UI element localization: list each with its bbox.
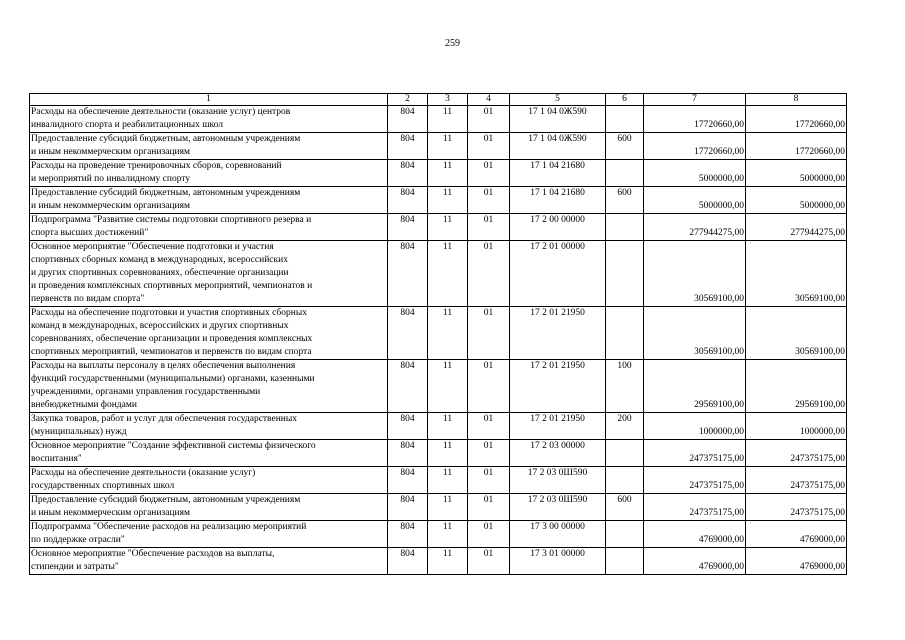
amount-cell: 30569100,00 xyxy=(746,241,847,307)
target-article-cell: 17 2 01 21950 xyxy=(510,360,606,413)
section-cell: 11 xyxy=(428,133,468,160)
amount-cell: 247375175,00 xyxy=(746,494,847,521)
ministry-code-cell: 804 xyxy=(388,106,428,133)
expense-type-cell xyxy=(606,548,644,575)
amount-cell: 4769000,00 xyxy=(746,548,847,575)
section-cell: 11 xyxy=(428,360,468,413)
subsection-cell: 01 xyxy=(468,106,510,133)
amount-cell: 1000000,00 xyxy=(644,413,746,440)
amount-cell: 17720660,00 xyxy=(644,133,746,160)
header-cell: 2 xyxy=(388,94,428,106)
item-name-cell: Расходы на проведение тренировочных сборов, соревнований и мероприятий по инвалидному спорту xyxy=(30,160,388,187)
amount-cell: 247375175,00 xyxy=(746,467,847,494)
ministry-code-cell: 804 xyxy=(388,521,428,548)
amount-cell: 1000000,00 xyxy=(746,413,847,440)
subsection-cell: 01 xyxy=(468,360,510,413)
target-article-cell: 17 1 04 21680 xyxy=(510,160,606,187)
ministry-code-cell: 804 xyxy=(388,413,428,440)
amount-cell: 29569100,00 xyxy=(746,360,847,413)
subsection-cell: 01 xyxy=(468,133,510,160)
target-article-cell: 17 2 03 0Ш590 xyxy=(510,467,606,494)
amount-cell: 30569100,00 xyxy=(746,307,847,360)
table-row xyxy=(30,133,847,160)
amount-cell: 30569100,00 xyxy=(644,307,746,360)
section-cell: 11 xyxy=(428,160,468,187)
expense-type-cell xyxy=(606,214,644,241)
amount-cell: 4769000,00 xyxy=(746,521,847,548)
amount-cell: 17720660,00 xyxy=(644,106,746,133)
item-name-cell: Подпрограмма "Развитие системы подготовки спортивного резерва и спорта высших достижений" xyxy=(30,214,388,241)
expense-type-cell: 600 xyxy=(606,187,644,214)
subsection-cell: 01 xyxy=(468,440,510,467)
amount-cell: 247375175,00 xyxy=(644,494,746,521)
table-row xyxy=(30,187,847,214)
amount-cell: 4769000,00 xyxy=(644,521,746,548)
table-row xyxy=(30,241,847,307)
item-name-cell: Закупка товаров, работ и услуг для обеспечения государственных (муниципальных) нужд xyxy=(30,413,388,440)
section-cell: 11 xyxy=(428,548,468,575)
expense-type-cell: 600 xyxy=(606,494,644,521)
item-name-cell: Основное мероприятие "Обеспечение подготовки и участия спортивных сборных команд в международных, всероссийских и других спортивных соревнованиях, обеспечение организации и проведения комплексных спортивных мероприятий, чемпионатов и первенств по видам спорта" xyxy=(30,241,388,307)
amount-cell: 5000000,00 xyxy=(746,160,847,187)
ministry-code-cell: 804 xyxy=(388,548,428,575)
item-name-cell: Основное мероприятие "Обеспечение расходов на выплаты, стипендии и затраты" xyxy=(30,548,388,575)
item-name-cell: Расходы на выплаты персоналу в целях обеспечения выполнения функций государственными (муниципальными) органами, казенными учреждениями, органами управления государственными внебюджетными фондами xyxy=(30,360,388,413)
header-cell: 1 xyxy=(30,94,388,106)
header-cell: 5 xyxy=(510,94,606,106)
amount-cell: 17720660,00 xyxy=(746,133,847,160)
table-row xyxy=(30,160,847,187)
section-cell: 11 xyxy=(428,440,468,467)
section-cell: 11 xyxy=(428,521,468,548)
ministry-code-cell: 804 xyxy=(388,467,428,494)
item-name-cell: Расходы на обеспечение деятельности (оказание услуг) государственных спортивных школ xyxy=(30,467,388,494)
amount-cell: 5000000,00 xyxy=(644,187,746,214)
table-row xyxy=(30,467,847,494)
item-name-cell: Основное мероприятие "Создание эффективной системы физического воспитания" xyxy=(30,440,388,467)
amount-cell: 247375175,00 xyxy=(644,467,746,494)
header-cell: 7 xyxy=(644,94,746,106)
expense-type-cell xyxy=(606,106,644,133)
section-cell: 11 xyxy=(428,413,468,440)
expense-type-cell xyxy=(606,440,644,467)
subsection-cell: 01 xyxy=(468,307,510,360)
amount-cell: 247375175,00 xyxy=(644,440,746,467)
target-article-cell: 17 1 04 0Ж590 xyxy=(510,133,606,160)
ministry-code-cell: 804 xyxy=(388,360,428,413)
ministry-code-cell: 804 xyxy=(388,187,428,214)
item-name-cell: Предоставление субсидий бюджетным, автономным учреждениям и иным некоммерческим организациям xyxy=(30,187,388,214)
target-article-cell: 17 1 04 21680 xyxy=(510,187,606,214)
item-name-cell: Подпрограмма "Обеспечение расходов на реализацию мероприятий по поддержке отрасли" xyxy=(30,521,388,548)
subsection-cell: 01 xyxy=(468,548,510,575)
amount-cell: 4769000,00 xyxy=(644,548,746,575)
expense-type-cell: 100 xyxy=(606,360,644,413)
table-row xyxy=(30,307,847,360)
table-row xyxy=(30,548,847,575)
table-row xyxy=(30,413,847,440)
target-article-cell: 17 2 01 21950 xyxy=(510,307,606,360)
expense-type-cell xyxy=(606,521,644,548)
budget-table xyxy=(29,93,847,575)
item-name-cell: Предоставление субсидий бюджетным, автономным учреждениям и иным некоммерческим организациям xyxy=(30,494,388,521)
expense-type-cell: 200 xyxy=(606,413,644,440)
header-cell: 6 xyxy=(606,94,644,106)
subsection-cell: 01 xyxy=(468,467,510,494)
header-cell: 4 xyxy=(468,94,510,106)
amount-cell: 247375175,00 xyxy=(746,440,847,467)
subsection-cell: 01 xyxy=(468,241,510,307)
item-name-cell: Расходы на обеспечение подготовки и участия спортивных сборных команд в международных, всероссийских и других спортивных соревнованиях, обеспечение организации и проведения комплексных спортивных мероприятий, чемпионатов и первенств по видам спорта xyxy=(30,307,388,360)
section-cell: 11 xyxy=(428,494,468,521)
table-row xyxy=(30,494,847,521)
amount-cell: 5000000,00 xyxy=(746,187,847,214)
section-cell: 11 xyxy=(428,187,468,214)
ministry-code-cell: 804 xyxy=(388,307,428,360)
subsection-cell: 01 xyxy=(468,187,510,214)
table-row xyxy=(30,360,847,413)
table-row xyxy=(30,106,847,133)
section-cell: 11 xyxy=(428,241,468,307)
section-cell: 11 xyxy=(428,307,468,360)
amount-cell: 17720660,00 xyxy=(746,106,847,133)
target-article-cell: 17 3 00 00000 xyxy=(510,521,606,548)
ministry-code-cell: 804 xyxy=(388,494,428,521)
target-article-cell: 17 2 01 21950 xyxy=(510,413,606,440)
subsection-cell: 01 xyxy=(468,214,510,241)
subsection-cell: 01 xyxy=(468,494,510,521)
item-name-cell: Расходы на обеспечение деятельности (оказание услуг) центров инвалидного спорта и реабилитационных школ xyxy=(30,106,388,133)
subsection-cell: 01 xyxy=(468,160,510,187)
amount-cell: 277944275,00 xyxy=(644,214,746,241)
page-number: 259 xyxy=(445,38,460,49)
table-row xyxy=(30,440,847,467)
table-row xyxy=(30,214,847,241)
subsection-cell: 01 xyxy=(468,413,510,440)
section-cell: 11 xyxy=(428,467,468,494)
amount-cell: 30569100,00 xyxy=(644,241,746,307)
target-article-cell: 17 2 01 00000 xyxy=(510,241,606,307)
amount-cell: 29569100,00 xyxy=(644,360,746,413)
expense-type-cell: 600 xyxy=(606,133,644,160)
table-row xyxy=(30,521,847,548)
target-article-cell: 17 2 00 00000 xyxy=(510,214,606,241)
expense-type-cell xyxy=(606,241,644,307)
target-article-cell: 17 2 03 00000 xyxy=(510,440,606,467)
section-cell: 11 xyxy=(428,214,468,241)
target-article-cell: 17 2 03 0Ш590 xyxy=(510,494,606,521)
amount-cell: 5000000,00 xyxy=(644,160,746,187)
header-cell: 3 xyxy=(428,94,468,106)
section-cell: 11 xyxy=(428,106,468,133)
amount-cell: 277944275,00 xyxy=(746,214,847,241)
target-article-cell: 17 1 04 0Ж590 xyxy=(510,106,606,133)
ministry-code-cell: 804 xyxy=(388,160,428,187)
target-article-cell: 17 3 01 00000 xyxy=(510,548,606,575)
ministry-code-cell: 804 xyxy=(388,241,428,307)
header-cell: 8 xyxy=(746,94,847,106)
subsection-cell: 01 xyxy=(468,521,510,548)
ministry-code-cell: 804 xyxy=(388,133,428,160)
header-row xyxy=(30,94,847,106)
ministry-code-cell: 804 xyxy=(388,214,428,241)
expense-type-cell xyxy=(606,160,644,187)
expense-type-cell xyxy=(606,307,644,360)
item-name-cell: Предоставление субсидий бюджетным, автономным учреждениям и иным некоммерческим организациям xyxy=(30,133,388,160)
expense-type-cell xyxy=(606,467,644,494)
ministry-code-cell: 804 xyxy=(388,440,428,467)
